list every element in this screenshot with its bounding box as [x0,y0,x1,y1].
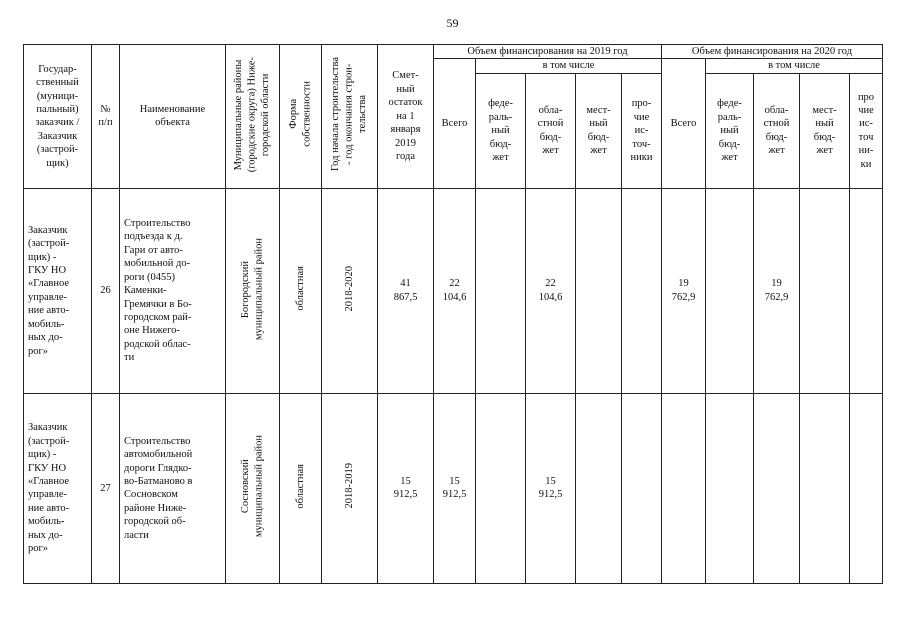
row-district-text: Сосновский муниципальный район [240,435,265,538]
header-num: № п/п [92,45,120,189]
row-total-2019: 22 104,6 [434,188,476,393]
header-total-2019: Всего [434,59,476,188]
header-federal-2020: феде- раль- ный бюд- жет [706,73,754,188]
header-ownership-text: Форма собственности [288,81,313,148]
header-name: Наименование объекта [120,45,226,189]
header-balance: Смет- ный остаток на 1 января 2019 года [378,45,434,189]
row-years-text: 2018-2020 [343,265,355,312]
row-district-text: Богородский муниципальный район [240,237,265,340]
page-number: 59 [446,16,459,30]
table-row [24,393,883,583]
row-balance: 41 867,5 [378,188,434,393]
header-total-2020: Всего [662,59,706,188]
row-num: 27 [92,393,120,583]
header-ownership [280,45,322,189]
row-other-2019 [622,393,662,583]
header-fin-2019: Объем финансирования на 2019 год [434,45,662,59]
row-ownership [280,393,322,583]
header-regional-2020: обла- стной бюд- жет [754,73,800,188]
row-district [226,393,280,583]
row-federal-2020 [706,188,754,393]
financing-table [23,44,883,584]
row-balance: 15 912,5 [378,393,434,583]
row-customer: Заказчик (застрой- щик) - ГКУ НО «Главное управле- ние авто- мобиль- ных до- рог» [24,393,92,583]
row-federal-2019 [476,188,526,393]
row-other-2020 [850,393,883,583]
row-ownership [280,188,322,393]
header-districts-text: Муниципальные районы (городские округа) Ниже- городской области [233,56,272,172]
row-object-name: Строительство подъезда к д. Гари от авто- мобильной до- роги (0455) Каменки- Гремячки в Бо- городском рай- оне Нижего- родской облас- ти [120,188,226,393]
row-federal-2020 [706,393,754,583]
header-fin-2020: Объем финансирования на 2020 год [662,45,883,59]
row-local-2019 [576,393,622,583]
header-districts [226,45,280,189]
header-federal-2019: феде- раль- ный бюд- жет [476,73,526,188]
row-total-2020 [662,393,706,583]
row-regional-2020 [754,393,800,583]
header-other-2019: про- чие ис- точ- ники [622,73,662,188]
row-total-2020: 19 762,9 [662,188,706,393]
row-total-2019: 15 912,5 [434,393,476,583]
row-num: 26 [92,188,120,393]
header-customer: Государ- ственный (муници- пальный) заказчик / Заказчик (застрой- щик) [24,45,92,189]
row-years [322,188,378,393]
header-incl-2020: в том числе [706,59,883,73]
row-years [322,393,378,583]
row-district [226,188,280,393]
row-object-name: Строительство автомобильной дороги Глядко- во-Батманово в Сосновском районе Нижe- городской об- ласти [120,393,226,583]
row-local-2020 [800,393,850,583]
header-row-1 [24,45,883,59]
header-incl-2019: в том числе [476,59,662,73]
header-other-2020: про чие ис- точ ни- ки [850,73,883,188]
row-other-2020 [850,188,883,393]
header-local-2020: мест- ный бюд- жет [800,73,850,188]
table-row [24,188,883,393]
row-regional-2019: 15 912,5 [526,393,576,583]
header-years [322,45,378,189]
row-local-2019 [576,188,622,393]
row-regional-2019: 22 104,6 [526,188,576,393]
row-ownership-text: областная [294,266,306,311]
row-customer: Заказчик (застрой- щик) - ГКУ НО «Главное управле- ние авто- мобиль- ных до- рог» [24,188,92,393]
row-years-text: 2018-2019 [343,463,355,509]
row-ownership-text: областная [294,463,306,509]
row-other-2019 [622,188,662,393]
row-federal-2019 [476,393,526,583]
row-regional-2020: 19 762,9 [754,188,800,393]
header-years-text: Год начала строительства - год окончания строи- тельства [330,57,369,172]
header-local-2019: мест- ный бюд- жет [576,73,622,188]
row-local-2020 [800,188,850,393]
header-regional-2019: обла- стной бюд- жет [526,73,576,188]
